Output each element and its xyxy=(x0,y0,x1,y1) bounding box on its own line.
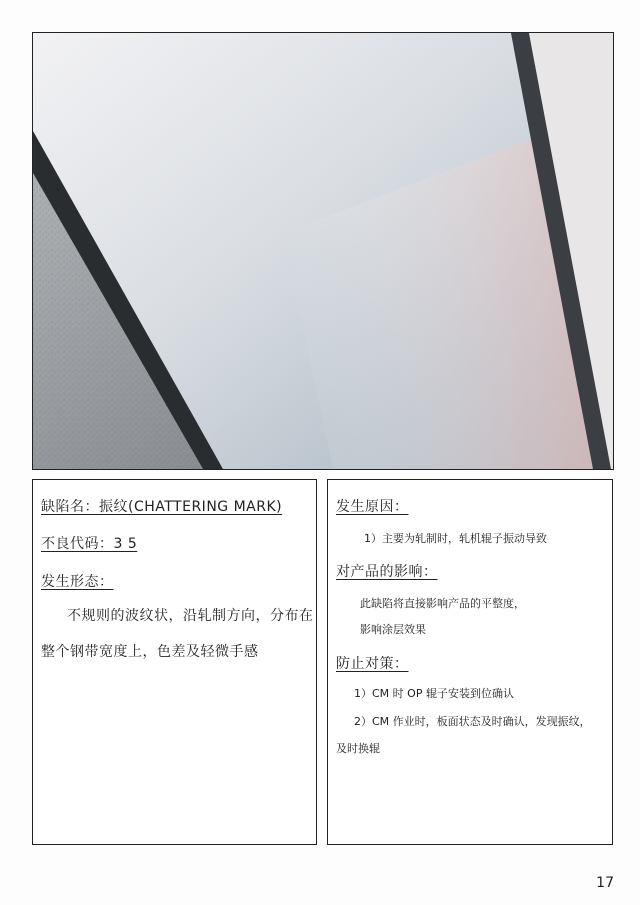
cause-heading: 发生原因： xyxy=(336,499,409,515)
prevention-item-2-continued: 及时换辊 xyxy=(336,742,380,755)
cause-item-1: 1）主要为轧制时，轧机辊子振动导致 xyxy=(364,532,547,545)
cause-impact-panel xyxy=(327,479,613,845)
impact-line-2: 影响涂层效果 xyxy=(360,623,426,636)
steel-strip-image xyxy=(33,33,613,469)
prevention-item-2: 2）CM 作业时，板面状态及时确认，发现振纹， xyxy=(354,715,591,728)
form-description-line-2: 整个钢带宽度上，色差及轻微手感 xyxy=(41,644,259,660)
impact-line-1: 此缺陷将直接影响产品的平整度， xyxy=(360,597,525,610)
defect-name: 缺陷名：振纹(CHATTERING MARK) xyxy=(41,499,283,515)
page-number: 17 xyxy=(596,875,614,891)
defect-code: 不良代码：3 5 xyxy=(41,536,138,552)
form-description-line-1: 不规则的波纹状，沿轧制方向，分布在 xyxy=(67,608,314,624)
prevention-item-1: 1）CM 时 OP 辊子安装到位确认 xyxy=(354,687,514,700)
defect-info-panel xyxy=(32,479,317,845)
impact-heading: 对产品的影响： xyxy=(336,564,438,580)
defect-photo xyxy=(32,32,614,470)
prevention-heading: 防止对策： xyxy=(336,656,409,672)
form-heading: 发生形态： xyxy=(41,574,114,590)
